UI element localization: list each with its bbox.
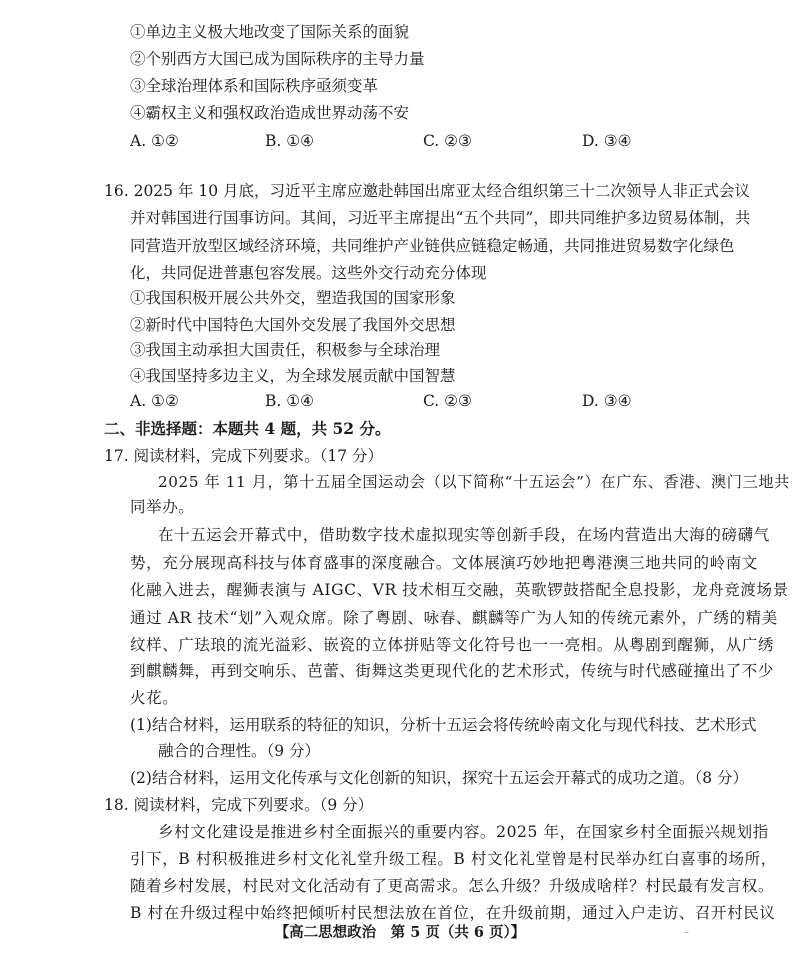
q18-material-line-3: 随着乡村发展，村民对文化活动有了更高需求。怎么升级？升级成啥样？村民最有发言权。: [130, 877, 775, 895]
q15-option-d: D. ③④: [582, 132, 632, 150]
q16-item-4: ④我国坚持多边主义，为全球发展贡献中国智慧: [130, 367, 456, 385]
q17-material-line-6: 通过 AR 技术“划”入观众席。除了粤剧、咏春、麒麟等广为人知的传统元素外，广绣的精美: [130, 609, 778, 627]
q16-stem-line-1: 16. 2025 年 10 月底，习近平主席应邀赴韩国出席亚太经合组织第三十二次领导人非正式会议: [104, 182, 751, 200]
q16-stem-line-4: 化，共同促进普惠包容发展。这些外交行动充分体现: [130, 264, 487, 282]
q15-option-b: B. ①④: [265, 132, 315, 150]
q16-item-2: ②新时代中国特色大国外交发展了我国外交思想: [130, 316, 456, 334]
q15-option-c: C. ②③: [423, 132, 472, 150]
corner-mark: ⁻: [684, 930, 690, 941]
q17-material-line-9: 火花。: [130, 689, 179, 707]
q15-item-3: ③全球治理体系和国际秩序亟须变革: [130, 77, 379, 95]
q17-material-line-7: 纹样、广珐琅的流光溢彩、嵌瓷的立体拼贴等文化符号也一一亮相。从粤剧到醒狮，从广绣: [130, 636, 775, 654]
q18-material-line-1: 乡村文化建设是推进乡村全面振兴的重要内容。2025 年，在国家乡村全面振兴规划指: [158, 823, 769, 841]
q17-material-line-1: 2025 年 11 月，第十五届全国运动会（以下简称“十五运会”）在广东、香港、澳门三地共: [158, 473, 790, 491]
q16-item-1: ①我国积极开展公共外交，塑造我国的国家形象: [130, 289, 456, 307]
section-2-title: 二、非选择题：本题共 4 题，共 52 分。: [104, 419, 391, 438]
q16-option-d: D. ③④: [582, 392, 632, 410]
q16-item-3: ③我国主动承担大国责任，积极参与全球治理: [130, 341, 441, 359]
q18-material-line-2: 引下，B 村积极推进乡村文化礼堂升级工程。B 村文化礼堂曾是村民举办红白喜事的场所，: [130, 850, 777, 868]
q17-stem: 17. 阅读材料，完成下列要求。（17 分）: [104, 447, 383, 465]
page-footer: 【高二思想政治 第 5 页（共 6 页）】: [274, 924, 526, 941]
q17-material-line-5: 化融入进去，醒狮表演与 AIGC、VR 技术相互交融，英歌锣鼓搭配全息投影，龙舟竞渡场景: [130, 581, 789, 599]
q17-sub1-line-1: (1)结合材料，运用联系的特征的知识，分析十五运会将传统岭南文化与现代科技、艺术形式: [130, 716, 757, 734]
q17-material-line-3: 在十五运会开幕式中，借助数字技术虚拟现实等创新手段，在场内营造出大海的磅礴气: [158, 526, 770, 544]
q16-option-c: C. ②③: [423, 392, 472, 410]
q15-item-4: ④霸权主义和强权政治造成世界动荡不安: [130, 104, 410, 122]
q15-option-a: A. ①②: [130, 132, 179, 150]
q17-sub2: (2)结合材料，运用文化传承与文化创新的知识，探究十五运会开幕式的成功之道。（8 分）: [130, 769, 748, 787]
q16-option-a: A. ①②: [130, 392, 179, 410]
q16-stem-line-3: 同营造开放型区域经济环境，共同维护产业链供应链稳定畅通，共同推进贸易数字化绿色: [130, 237, 735, 255]
q16-option-b: B. ①④: [265, 392, 315, 410]
q17-material-line-8: 到麒麟舞，再到交响乐、芭蕾、街舞这类更现代化的艺术形式，传统与时代感碰撞出了不少: [130, 662, 775, 680]
q18-stem: 18. 阅读材料，完成下列要求。（9 分）: [104, 796, 374, 814]
q15-item-2: ②个别西方大国已成为国际秩序的主导力量: [130, 50, 425, 68]
q17-material-line-2: 同举办。: [130, 498, 195, 516]
q15-item-1: ①单边主义极大地改变了国际关系的面貌: [130, 23, 410, 41]
q18-material-line-4: B 村在升级过程中始终把倾听村民想法放在首位，在升级前期，通过入户走访、召开村民议: [130, 904, 776, 922]
q16-stem-line-2: 并对韩国进行国事访问。其间，习近平主席提出“五个共同”，即共同维护多边贸易体制，共: [130, 209, 751, 227]
q17-material-line-4: 势，充分展现高科技与体育盛事的深度融合。文体展演巧妙地把粤港澳三地共同的岭南文: [130, 554, 758, 572]
q17-sub1-line-2: 融合的合理性。（9 分）: [158, 742, 321, 760]
